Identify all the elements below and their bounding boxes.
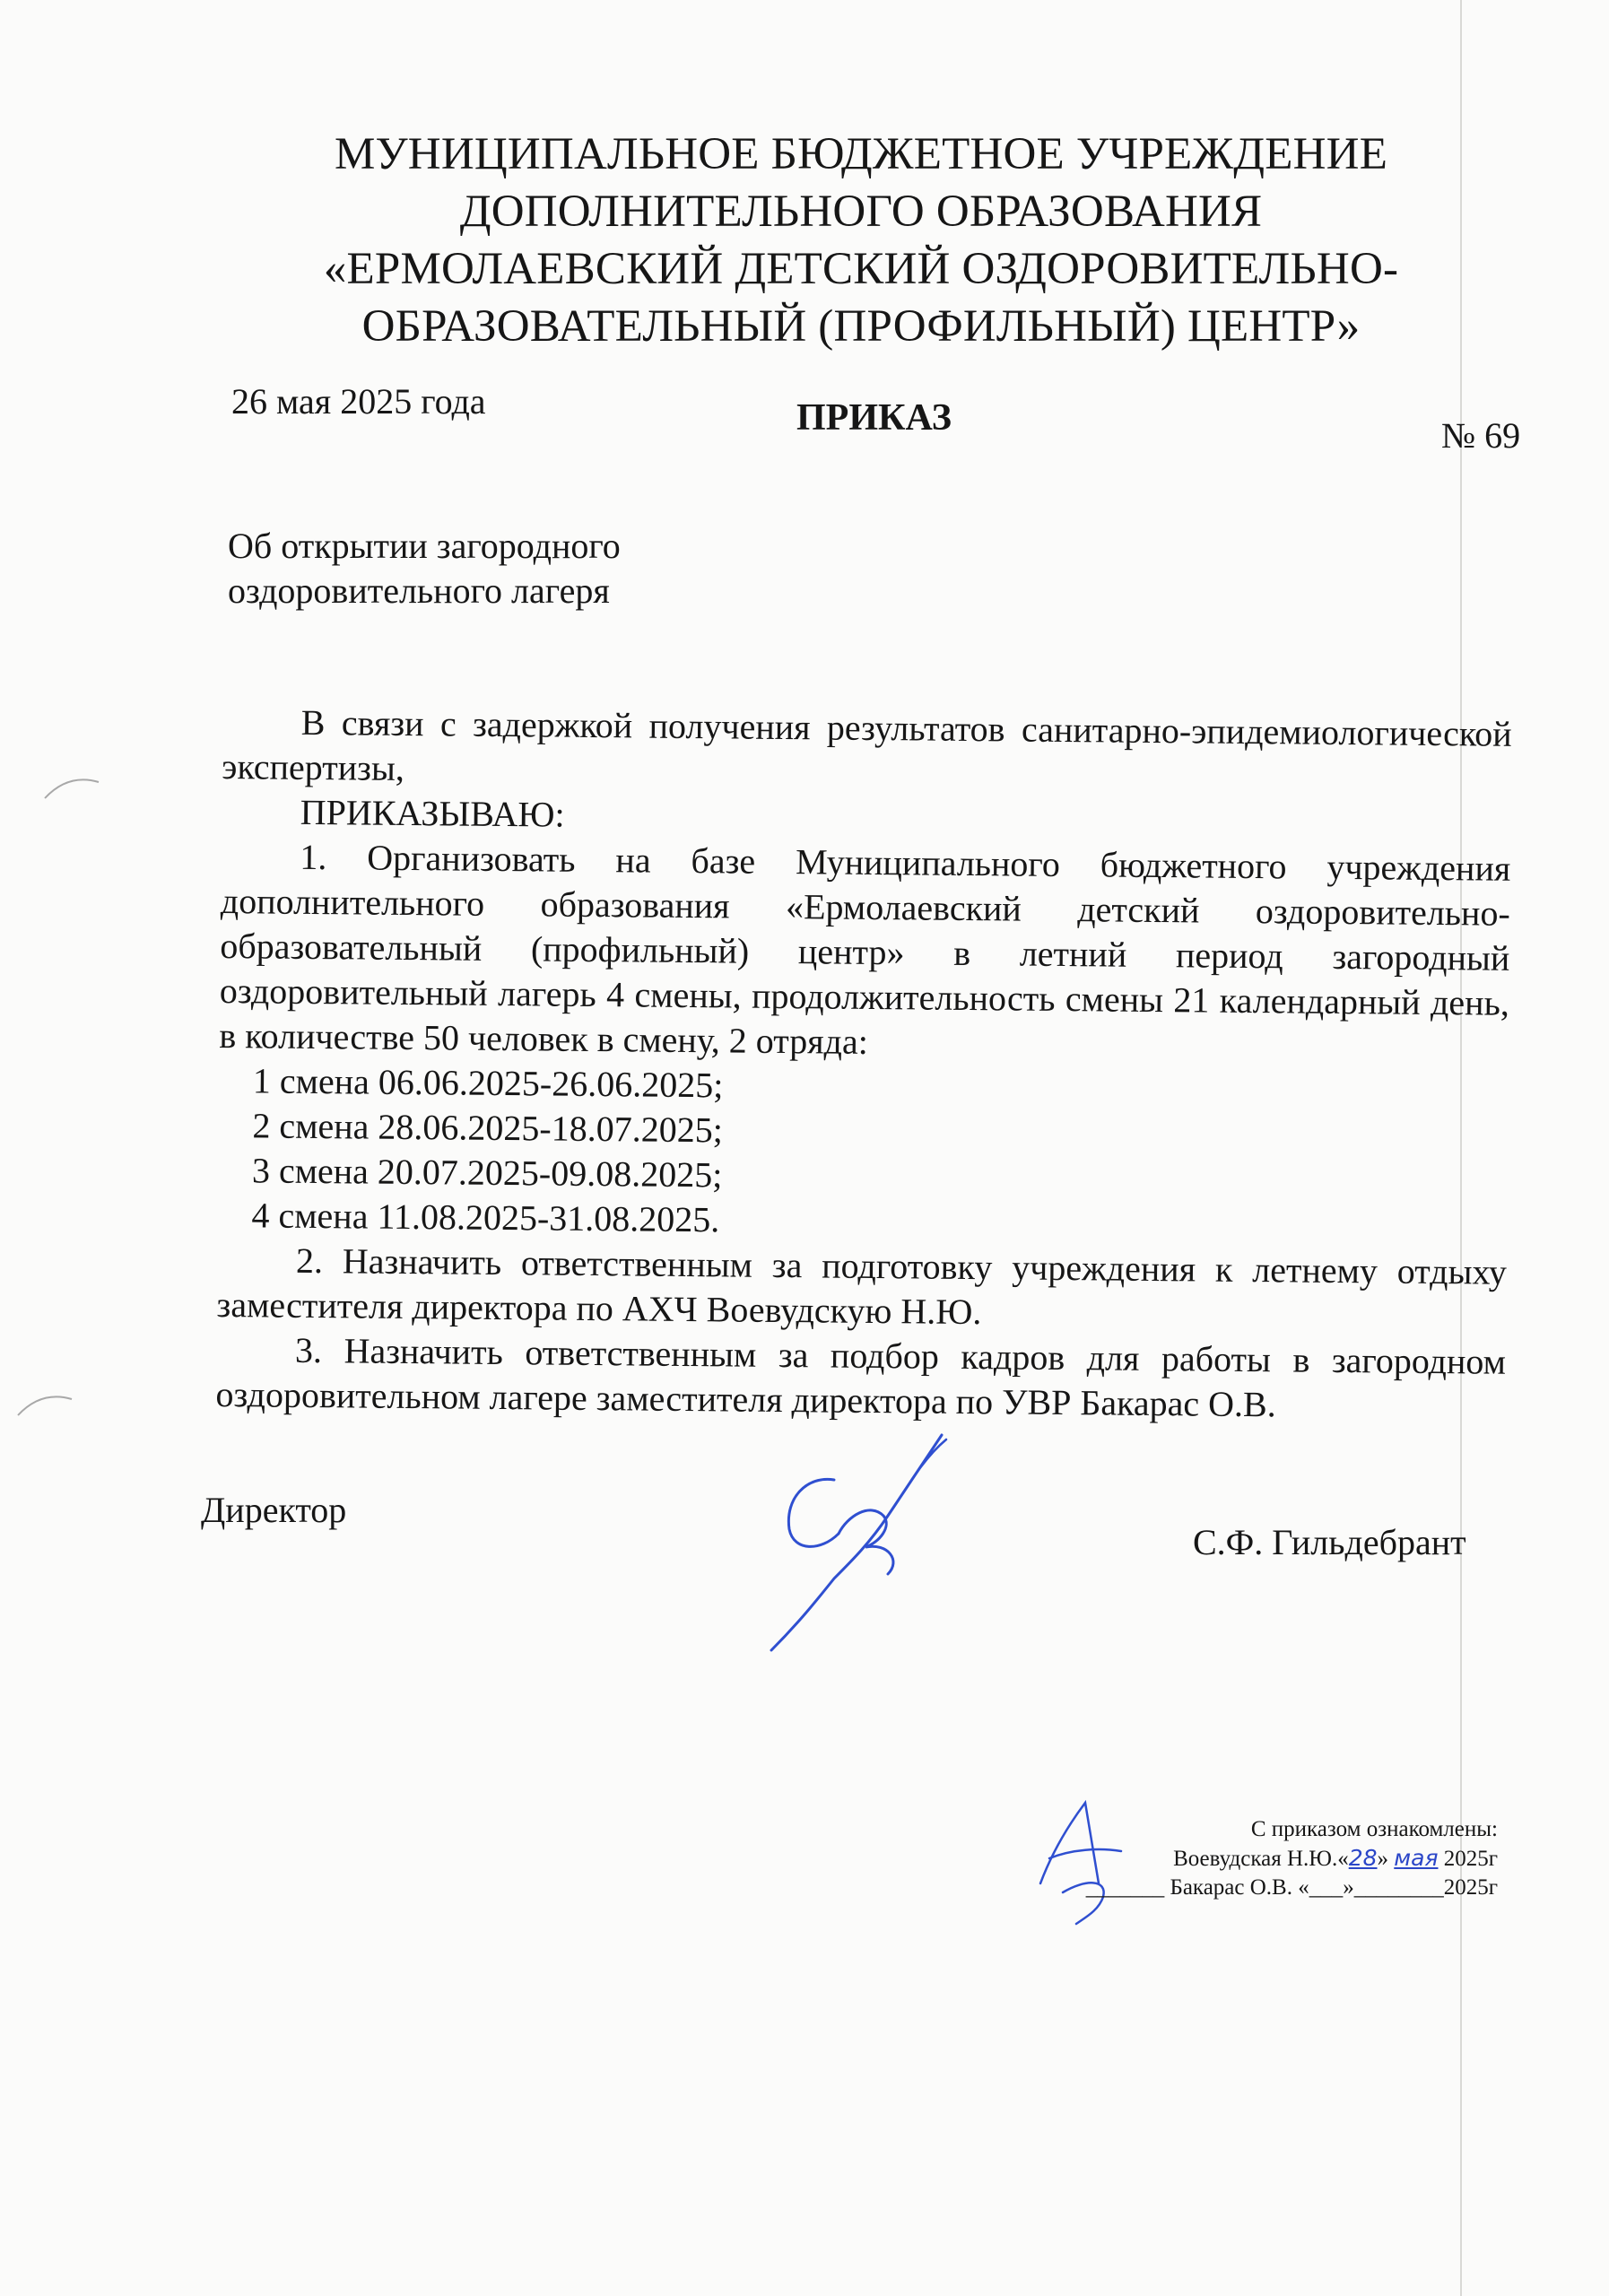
ack-row-2 (1006, 1874, 1498, 1902)
ack-row-1 (1006, 1844, 1498, 1874)
ack-name-1: Воевудская Н.Ю. (1173, 1847, 1338, 1871)
order-body (215, 700, 1512, 1430)
item-2-paragraph: 2. Назначить ответственным за подготовку учреждения к летнему отдыху заместителя директора по АХЧ Воевудскую Н.Ю. (216, 1239, 1508, 1333)
ack-year-1: 2025г (1443, 1847, 1498, 1871)
header-line-1: МУНИЦИПАЛЬНОЕ БЮДЖЕТНОЕ УЧРЕЖДЕНИЕ (334, 129, 1388, 179)
item-1-paragraph: 1. Организовать на базе Муниципального бюджетного учреждения дополнительного образования «Ермолаевский детский оздоровительно-образовательный (профильный) центр» в летний период загородный оздоровительный лагерь 4 смены, продолжительность смены 21 календарный день, в количестве 50 человек в смену, 2 отряда: (219, 836, 1511, 1062)
order-number: № 69 (1441, 415, 1521, 456)
organization-header (296, 126, 1426, 355)
punch-hole-mark-top (41, 771, 104, 804)
shift-4: 4 смена 11.08.2025-31.08.2025. (251, 1195, 720, 1240)
order-title: ПРИКАЗ (796, 397, 952, 439)
order-date: 26 мая 2025 года (231, 381, 486, 422)
ack-date-2: «___»________2025г (1298, 1875, 1498, 1900)
ack-name-2: Бакарас О.В. (1170, 1875, 1292, 1900)
acknowledgement-block (1006, 1815, 1498, 1902)
command-line: ПРИКАЗЫВАЮ: (300, 791, 565, 835)
subject-line-1: Об открытии загородного (228, 526, 621, 566)
header-line-4: ОБРАЗОВАТЕЛЬНЫЙ (ПРОФИЛЬНЫЙ) ЦЕНТР» (361, 301, 1361, 352)
shift-3: 3 смена 20.07.2025-09.08.2025; (251, 1150, 723, 1196)
header-line-2: ДОПОЛНИТЕЛЬНОГО ОБРАЗОВАНИЯ (459, 187, 1263, 237)
ack-close-quote-1: » (1377, 1847, 1389, 1871)
ack-month-1: мая (1394, 1845, 1439, 1871)
order-subject (228, 524, 621, 613)
director-signature (735, 1426, 987, 1659)
director-name: С.Ф. Гильдебрант (1193, 1522, 1466, 1562)
ack-open-quote-1: « (1337, 1847, 1349, 1871)
ack-blank-2: _______ (1085, 1875, 1165, 1900)
intro-paragraph: В связи с задержкой получения результатов санитарно-эпидемиологической экспертизы, (222, 701, 1512, 788)
header-line-3: «ЕРМОЛАЕВСКИЙ ДЕТСКИЙ ОЗДОРОВИТЕЛЬНО- (323, 244, 1399, 294)
ack-day-1: 28 (1348, 1845, 1378, 1871)
punch-hole-mark-bottom (14, 1388, 77, 1421)
subject-line-2: оздоровительного лагеря (228, 570, 610, 611)
item-3-paragraph: 3. Назначить ответственным за подбор кадров для работы в загородном оздоровительном лагере заместителя директора по УВР Бакарас О.В. (215, 1329, 1507, 1425)
director-title: Директор (201, 1490, 347, 1530)
shift-1: 1 смена 06.06.2025-26.06.2025; (252, 1060, 724, 1106)
ack-title: С приказом ознакомлены: (1250, 1817, 1498, 1841)
shift-2: 2 смена 28.06.2025-18.07.2025; (252, 1105, 724, 1151)
